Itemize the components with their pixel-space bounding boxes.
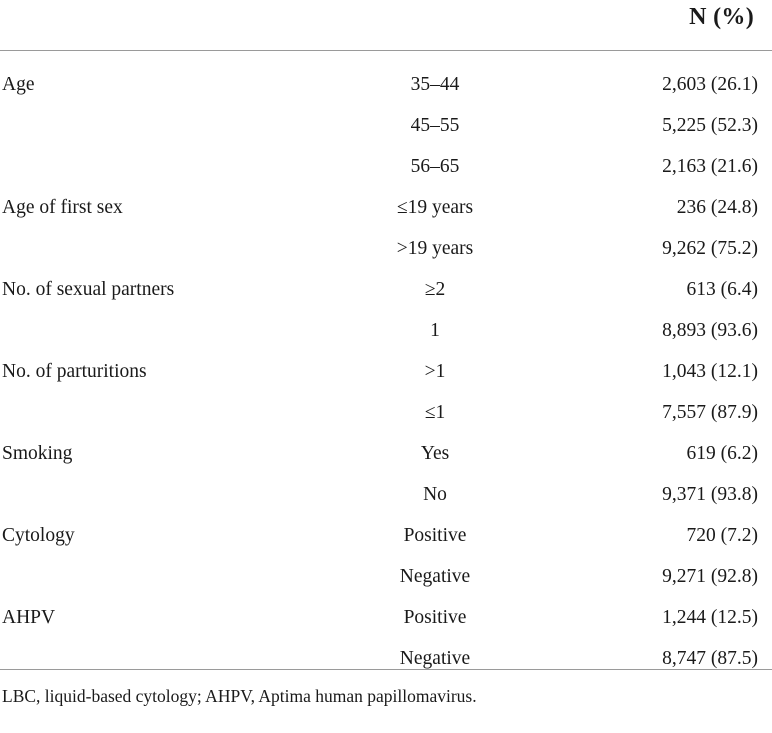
table-row xyxy=(0,640,772,681)
variable-cell: No. of parturitions xyxy=(2,361,147,382)
table-row xyxy=(0,271,772,312)
category-cell: ≤1 xyxy=(424,402,446,423)
table-row xyxy=(0,312,772,353)
value-cell: 720 (7.2) xyxy=(686,525,758,546)
category-cell: Positive xyxy=(403,607,467,628)
category-cell: Positive xyxy=(403,525,467,546)
table-row xyxy=(0,66,772,107)
value-cell: 619 (6.2) xyxy=(686,443,758,464)
variable-cell: Age of first sex xyxy=(2,197,123,218)
table-header-row xyxy=(0,0,772,50)
table-footnote: LBC, liquid-based cytology; AHPV, Aptima human papillomavirus. xyxy=(2,686,477,706)
category-cell: 35–44 xyxy=(410,74,460,95)
variable-cell: AHPV xyxy=(2,607,56,628)
table-row xyxy=(0,476,772,517)
category-cell: 1 xyxy=(430,320,440,341)
category-cell: Yes xyxy=(420,443,450,464)
variable-cell: No. of sexual partners xyxy=(2,279,175,300)
category-cell: Negative xyxy=(399,566,471,587)
value-cell: 1,043 (12.1) xyxy=(662,361,758,382)
value-cell: 8,747 (87.5) xyxy=(662,648,758,669)
value-cell: 5,225 (52.3) xyxy=(662,115,758,136)
category-cell: >1 xyxy=(424,361,446,382)
category-cell: ≤19 years xyxy=(396,197,474,218)
table-row xyxy=(0,517,772,558)
table-row xyxy=(0,558,772,599)
value-cell: 236 (24.8) xyxy=(676,197,758,218)
category-cell: 56–65 xyxy=(410,156,460,177)
value-cell: 613 (6.4) xyxy=(686,279,758,300)
table-row xyxy=(0,353,772,394)
value-cell: 8,893 (93.6) xyxy=(662,320,758,341)
value-cell: 2,603 (26.1) xyxy=(662,74,758,95)
table-row xyxy=(0,394,772,435)
value-cell: 9,262 (75.2) xyxy=(662,238,758,259)
footer-divider xyxy=(0,669,772,670)
table-row xyxy=(0,189,772,230)
table-row xyxy=(0,148,772,189)
variable-cell: Cytology xyxy=(2,525,75,546)
category-cell: 45–55 xyxy=(410,115,460,136)
header-n-percent: N (%) xyxy=(689,4,754,30)
category-cell: >19 years xyxy=(396,238,474,259)
table-row xyxy=(0,230,772,271)
category-cell: Negative xyxy=(399,648,471,669)
variable-cell: Smoking xyxy=(2,443,73,464)
header-divider xyxy=(0,50,772,51)
table-row xyxy=(0,107,772,148)
value-cell: 9,271 (92.8) xyxy=(662,566,758,587)
value-cell: 9,371 (93.8) xyxy=(662,484,758,505)
table-row xyxy=(0,435,772,476)
variable-cell: Age xyxy=(2,74,35,95)
table-body xyxy=(0,66,772,681)
table-row xyxy=(0,599,772,640)
category-cell: ≥2 xyxy=(424,279,446,300)
value-cell: 1,244 (12.5) xyxy=(662,607,758,628)
value-cell: 2,163 (21.6) xyxy=(662,156,758,177)
value-cell: 7,557 (87.9) xyxy=(662,402,758,423)
category-cell: No xyxy=(423,484,447,505)
